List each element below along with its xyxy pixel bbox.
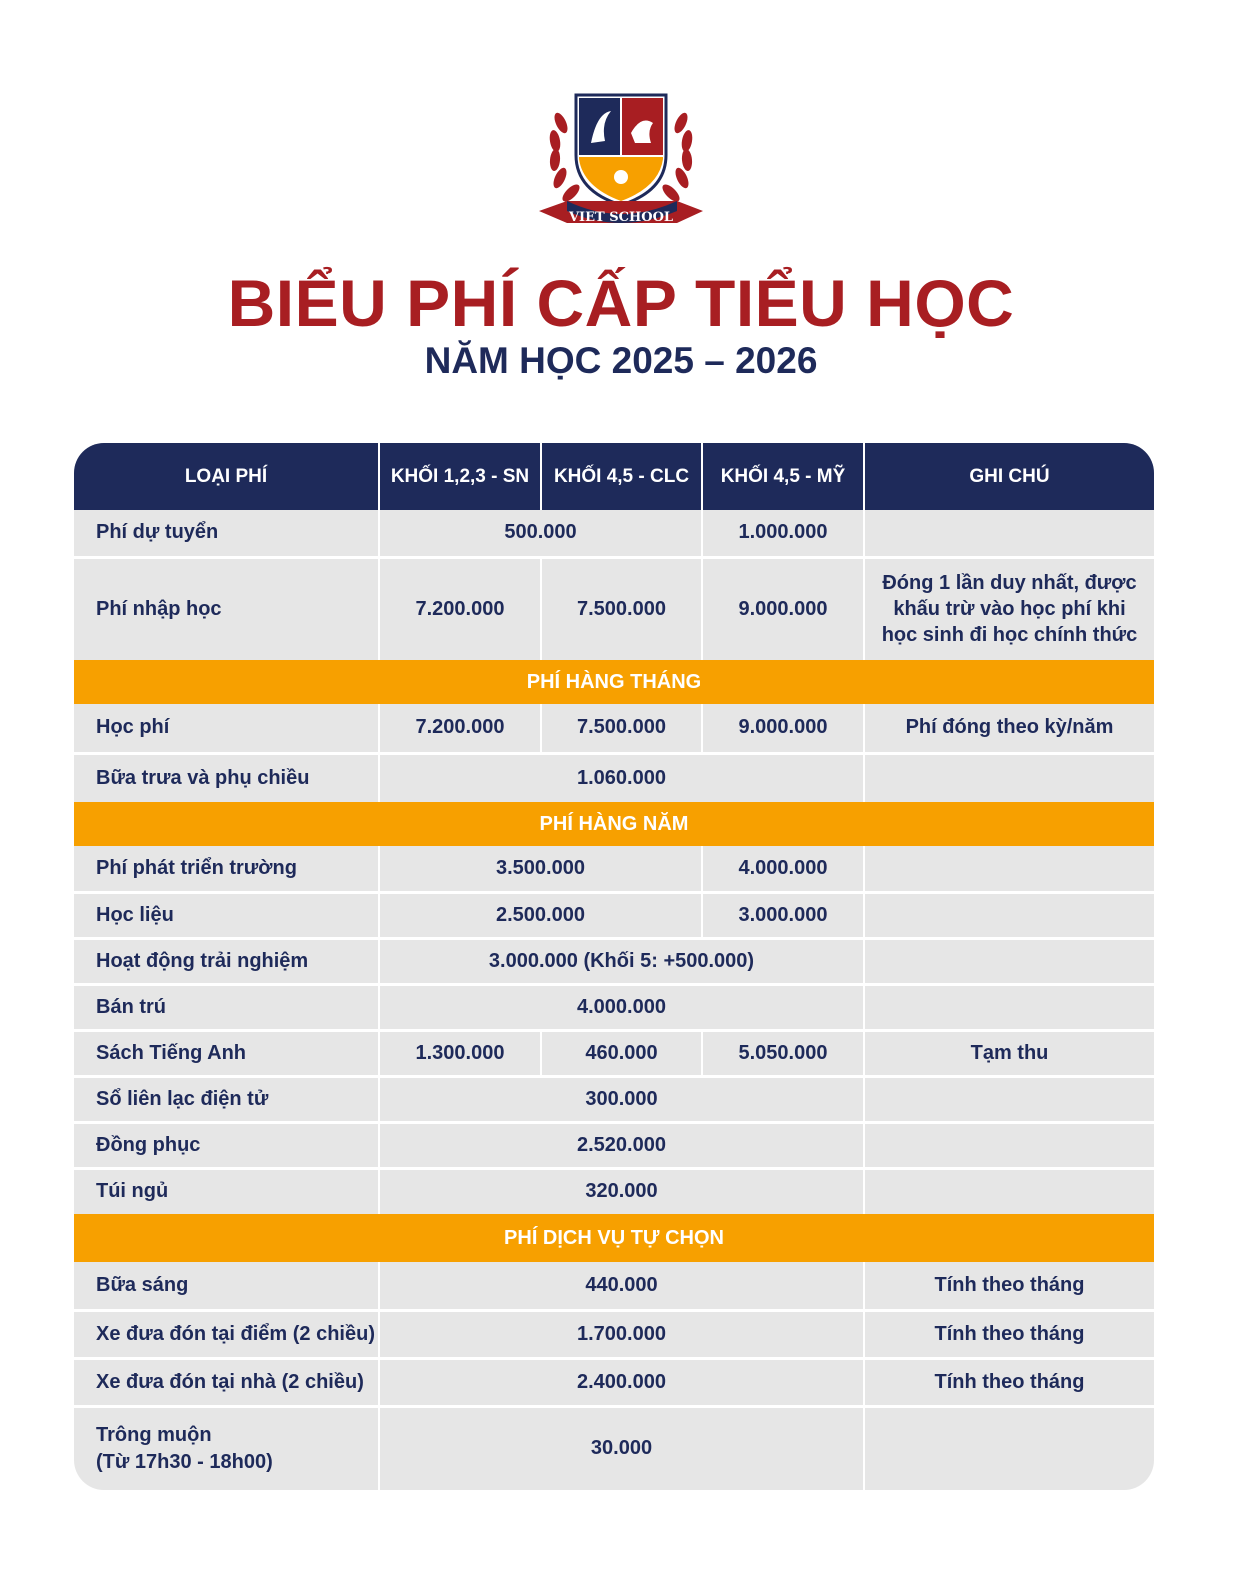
cell-value: 320.000 — [379, 1168, 864, 1214]
page-title: BIỂU PHÍ CẤP TIỂU HỌC — [227, 266, 1015, 340]
row-label: Đồng phục — [74, 1122, 379, 1168]
section-title: PHÍ HÀNG NĂM — [539, 812, 689, 835]
cell-value: 7.200.000 — [379, 704, 541, 753]
row-label: Sách Tiếng Anh — [74, 1030, 379, 1076]
table-row — [74, 704, 1154, 753]
cell-value: 440.000 — [379, 1262, 864, 1310]
cell-value: 2.500.000 — [379, 892, 702, 938]
cell-note — [864, 753, 1154, 802]
row-label: Xe đưa đón tại nhà (2 chiều) — [74, 1358, 379, 1406]
header-grade-45-my: KHỐI 4,5 - MỸ — [702, 443, 864, 510]
cell-value: 5.050.000 — [702, 1030, 864, 1076]
school-logo — [531, 83, 711, 233]
row-label: Bữa sáng — [96, 1273, 189, 1296]
table-row — [74, 846, 1154, 892]
cell-note: Tính theo tháng — [864, 1310, 1154, 1358]
cell-value: 1.700.000 — [379, 1310, 864, 1358]
table-row — [74, 1168, 1154, 1214]
table-row — [74, 1030, 1154, 1076]
table-row — [74, 510, 1154, 557]
cell-value: 3.000.000 (Khối 5: +500.000) — [379, 938, 864, 984]
row-label — [74, 1406, 379, 1490]
cell-note: Tính theo tháng — [864, 1262, 1154, 1310]
row-label: Học phí — [96, 716, 170, 739]
row-label: Học liệu — [74, 892, 379, 938]
cell-value: 300.000 — [379, 1076, 864, 1122]
cell-value: 7.200.000 — [379, 557, 541, 660]
cell-value: 7.500.000 — [541, 557, 702, 660]
cell-note — [864, 510, 1154, 557]
cell-note — [864, 846, 1154, 892]
row-label: Bữa trưa và phụ chiều — [74, 753, 379, 802]
table-row — [74, 753, 1154, 802]
cell-value: 30.000 — [379, 1406, 864, 1490]
table-row — [74, 984, 1154, 1030]
row-label: Phí dự tuyển — [96, 521, 219, 544]
row-label-line: Trông muộn — [96, 1423, 212, 1446]
table-row — [74, 1122, 1154, 1168]
row-label: Hoạt động trải nghiệm — [74, 938, 379, 984]
cell-value: 9.000.000 — [702, 557, 864, 660]
cell-note — [864, 1122, 1154, 1168]
row-label: Túi ngủ — [74, 1168, 379, 1214]
cell-note — [864, 984, 1154, 1030]
cell-note — [864, 892, 1154, 938]
table-row — [74, 892, 1154, 938]
header-grade-45-clc: KHỐI 4,5 - CLC — [541, 443, 702, 510]
table-row — [74, 938, 1154, 984]
row-label: Sổ liên lạc điện tử — [74, 1076, 379, 1122]
section-title: PHÍ HÀNG THÁNG — [526, 670, 702, 693]
cell-note — [864, 1168, 1154, 1214]
cell-value: 7.500.000 — [541, 704, 702, 753]
cell-value: 460.000 — [541, 1030, 702, 1076]
header-grade-123-sn: KHỐI 1,2,3 - SN — [379, 443, 541, 510]
cell-value: 9.000.000 — [702, 704, 864, 753]
cell-note — [864, 1076, 1154, 1122]
row-label: Xe đưa đón tại điểm (2 chiều) — [74, 1310, 379, 1358]
table-row — [74, 1310, 1154, 1358]
cell-note: Tạm thu — [864, 1030, 1154, 1076]
cell-value: 2.520.000 — [379, 1122, 864, 1168]
row-label: Phí nhập học — [74, 557, 379, 660]
cell-value: 4.000.000 — [702, 846, 864, 892]
cell-value: 4.000.000 — [379, 984, 864, 1030]
cell-value: 1.300.000 — [379, 1030, 541, 1076]
cell-value: 2.400.000 — [379, 1358, 864, 1406]
header-note: GHI CHÚ — [864, 443, 1154, 510]
section-header — [74, 1214, 1154, 1262]
section-header — [74, 660, 1154, 704]
row-label: Bán trú — [74, 984, 379, 1030]
cell-note: Đóng 1 lần duy nhất, được khấu trừ vào học phí khi học sinh đi học chính thức — [864, 557, 1154, 660]
table-row — [74, 1358, 1154, 1406]
fee-table — [74, 443, 1154, 1490]
table-header-row — [74, 443, 1154, 510]
table-row — [74, 1076, 1154, 1122]
table-row — [74, 1406, 1154, 1490]
cell-value: 3.000.000 — [702, 892, 864, 938]
cell-note — [864, 938, 1154, 984]
cell-note: Tính theo tháng — [864, 1358, 1154, 1406]
svg-text:VIET SCHOOL: VIET SCHOOL — [568, 210, 674, 225]
cell-value: 1.000.000 — [702, 510, 864, 557]
header-fee-type: LOẠI PHÍ — [184, 465, 268, 487]
row-label: Phí phát triển trường — [96, 856, 297, 879]
cell-value: 500.000 — [379, 510, 702, 557]
cell-value: 1.060.000 — [379, 753, 864, 802]
cell-value: 3.500.000 — [379, 846, 702, 892]
cell-note: Phí đóng theo kỳ/năm — [864, 704, 1154, 753]
page-subtitle: NĂM HỌC 2025 – 2026 — [424, 340, 818, 381]
section-title: PHÍ DỊCH VỤ TỰ CHỌN — [504, 1226, 724, 1249]
cell-note — [864, 1406, 1154, 1490]
section-header — [74, 802, 1154, 846]
table-row — [74, 557, 1154, 660]
row-label-line: (Từ 17h30 - 18h00) — [96, 1450, 273, 1473]
table-row — [74, 1262, 1154, 1310]
